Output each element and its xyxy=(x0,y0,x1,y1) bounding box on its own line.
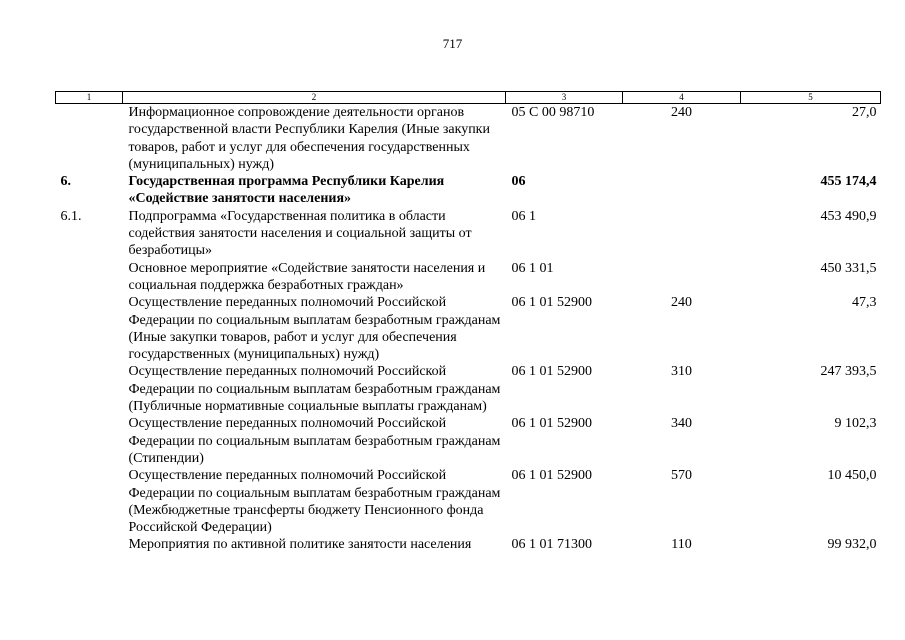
budget-table xyxy=(55,91,881,554)
row-amount: 247 393,5 xyxy=(820,364,877,380)
row-number xyxy=(56,536,123,553)
page-number: 717 xyxy=(442,36,463,51)
row-number: 6. xyxy=(60,174,71,190)
row-amount: 9 102,3 xyxy=(834,416,877,432)
row-name: Основное мероприятие «Содействие занятости населения и социальная поддержка безработных граждан» xyxy=(128,260,486,293)
table-row xyxy=(56,260,881,295)
row-code: 06 xyxy=(511,174,526,190)
table-row xyxy=(56,536,881,553)
row-number xyxy=(56,260,123,295)
row-expense-type: 310 xyxy=(671,364,692,380)
table-row xyxy=(56,294,881,363)
table-row xyxy=(56,415,881,467)
row-code: 06 1 xyxy=(511,208,536,224)
header-row xyxy=(56,92,881,104)
row-expense-type: 570 xyxy=(671,468,692,484)
header-cell-5: 5 xyxy=(741,92,881,104)
row-expense-type: 110 xyxy=(671,537,692,553)
row-code: 06 1 01 52900 xyxy=(511,295,592,311)
row-name: Мероприятия по активной политике занятости населения xyxy=(128,537,472,553)
row-code: 06 1 01 71300 xyxy=(511,537,592,553)
row-number xyxy=(56,415,123,467)
row-number xyxy=(56,294,123,363)
row-name: Подпрограмма «Государственная политика в области содействия занятости населения и социальной защиты от безработицы» xyxy=(128,208,472,259)
row-expense-type: 240 xyxy=(671,295,692,311)
table-body xyxy=(56,104,881,554)
header-cell-3: 3 xyxy=(506,92,623,104)
row-number xyxy=(56,104,123,174)
row-code: 06 1 01 52900 xyxy=(511,468,592,484)
table-header xyxy=(56,92,881,104)
row-number xyxy=(56,363,123,415)
row-code: 06 1 01 xyxy=(511,260,554,276)
row-expense-type: 340 xyxy=(671,416,692,432)
row-code: 05 С 00 98710 xyxy=(511,105,595,120)
row-expense-type xyxy=(623,260,741,295)
row-code: 06 1 01 52900 xyxy=(511,364,592,380)
row-amount: 99 932,0 xyxy=(827,537,877,553)
table-row xyxy=(56,208,881,260)
row-expense-type xyxy=(623,173,741,208)
row-name: Осуществление переданных полномочий Российской Федерации по социальным выплатам безработным гражданам (Иные закупки товаров, работ и услуг для обеспечения государственных (муниципальных) нужд) xyxy=(128,295,501,363)
row-name: Осуществление переданных полномочий Российской Федерации по социальным выплатам безработным гражданам (Межбюджетные трансферты бюджету Пенсионного фонда Российской Федерации) xyxy=(128,468,501,536)
table-row xyxy=(56,173,881,208)
row-amount: 47,3 xyxy=(852,295,877,311)
header-cell-2: 2 xyxy=(123,92,506,104)
table-row xyxy=(56,467,881,536)
row-amount: 27,0 xyxy=(852,105,877,120)
header-cell-1: 1 xyxy=(56,92,123,104)
row-name: Осуществление переданных полномочий Российской Федерации по социальным выплатам безработным гражданам (Публичные нормативные социальные выплаты гражданам) xyxy=(128,364,501,415)
header-cell-4: 4 xyxy=(623,92,741,104)
row-amount: 450 331,5 xyxy=(820,260,877,276)
row-name: Информационное сопровождение деятельности органов государственной власти Республики Карелия (Иные закупки товаров, работ и услуг для обеспечения государственных (муниципальных) нужд) xyxy=(128,105,490,172)
row-amount: 10 450,0 xyxy=(827,468,877,484)
row-amount: 453 490,9 xyxy=(820,208,877,224)
row-amount: 455 174,4 xyxy=(820,174,877,190)
row-name: Осуществление переданных полномочий Российской Федерации по социальным выплатам безработным гражданам (Стипендии) xyxy=(128,416,501,466)
row-name: Государственная программа Республики Карелия «Содействие занятости населения» xyxy=(128,174,445,207)
row-code: 06 1 01 52900 xyxy=(511,416,592,432)
row-number: 6.1. xyxy=(60,208,82,224)
table-row xyxy=(56,104,881,174)
row-number xyxy=(56,467,123,536)
row-expense-type xyxy=(623,208,741,260)
table-row xyxy=(56,363,881,415)
row-expense-type: 240 xyxy=(671,105,692,120)
